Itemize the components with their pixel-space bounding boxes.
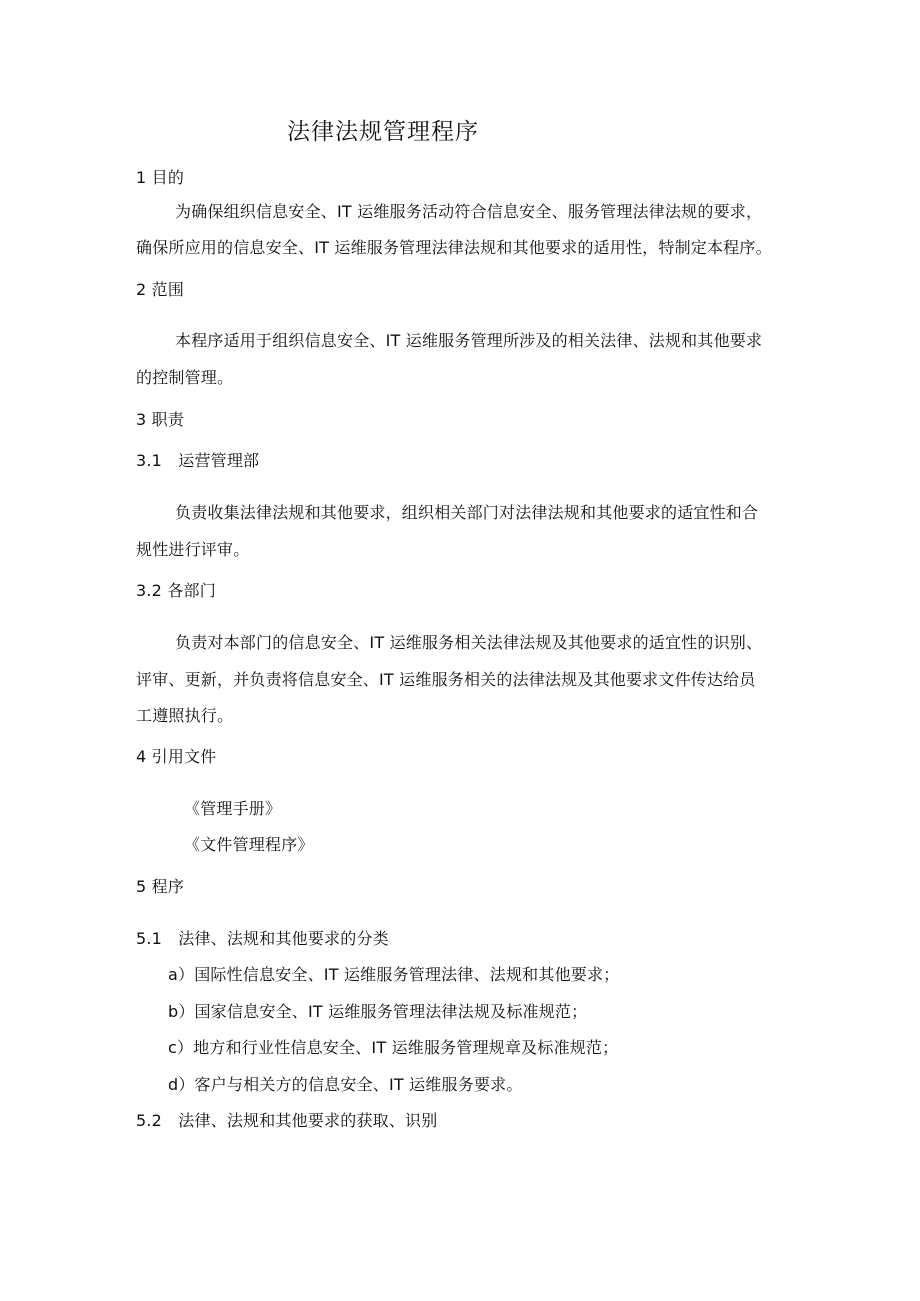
paragraph-line: 评审、更新，并负责将信息安全、IT 运维服务相关的法律法规及其他要求文件传达给员 (136, 670, 756, 689)
paragraph-line: 为确保组织信息安全、IT 运维服务活动符合信息安全、服务管理法律法规的要求， (175, 202, 763, 221)
section-heading-purpose: 1 目的 (136, 168, 185, 187)
subsection-heading-departments: 3.2 各部门 (136, 581, 216, 600)
list-item: c）地方和行业性信息安全、IT 运维服务管理规章及标准规范； (168, 1038, 619, 1057)
paragraph-line: 的控制管理。 (136, 368, 234, 387)
document-title: 法律法规管理程序 (287, 119, 479, 145)
subsection-heading-classification: 5.1 法律、法规和其他要求的分类 (136, 929, 389, 948)
section-heading-responsibilities: 3 职责 (136, 410, 185, 429)
paragraph-line: 规性进行评审。 (136, 540, 250, 559)
list-item: d）客户与相关方的信息安全、IT 运维服务要求。 (168, 1075, 523, 1094)
paragraph-line: 本程序适用于组织信息安全、IT 运维服务管理所涉及的相关法律、法规和其他要求 (175, 331, 763, 350)
list-item: b）国家信息安全、IT 运维服务管理法律法规及标准规范； (168, 1002, 588, 1021)
section-heading-references: 4 引用文件 (136, 747, 217, 766)
paragraph-line: 确保所应用的信息安全、IT 运维服务管理法律法规和其他要求的适用性，特制定本程序。 (136, 238, 772, 257)
reference-item: 《管理手册》 (184, 799, 282, 818)
section-heading-scope: 2 范围 (136, 280, 185, 299)
subsection-heading-acquisition: 5.2 法律、法规和其他要求的获取、识别 (136, 1111, 438, 1130)
reference-item: 《文件管理程序》 (184, 835, 314, 854)
section-heading-procedure: 5 程序 (136, 877, 185, 896)
paragraph-line: 负责对本部门的信息安全、IT 运维服务相关法律法规及其他要求的适宜性的识别、 (175, 633, 763, 652)
paragraph-line: 负责收集法律法规和其他要求，组织相关部门对法律法规和其他要求的适宜性和合 (175, 503, 759, 522)
list-item: a）国际性信息安全、IT 运维服务管理法律、法规和其他要求； (168, 965, 620, 984)
paragraph-line: 工遵照执行。 (136, 706, 234, 725)
subsection-heading-operations: 3.1 运营管理部 (136, 451, 260, 470)
